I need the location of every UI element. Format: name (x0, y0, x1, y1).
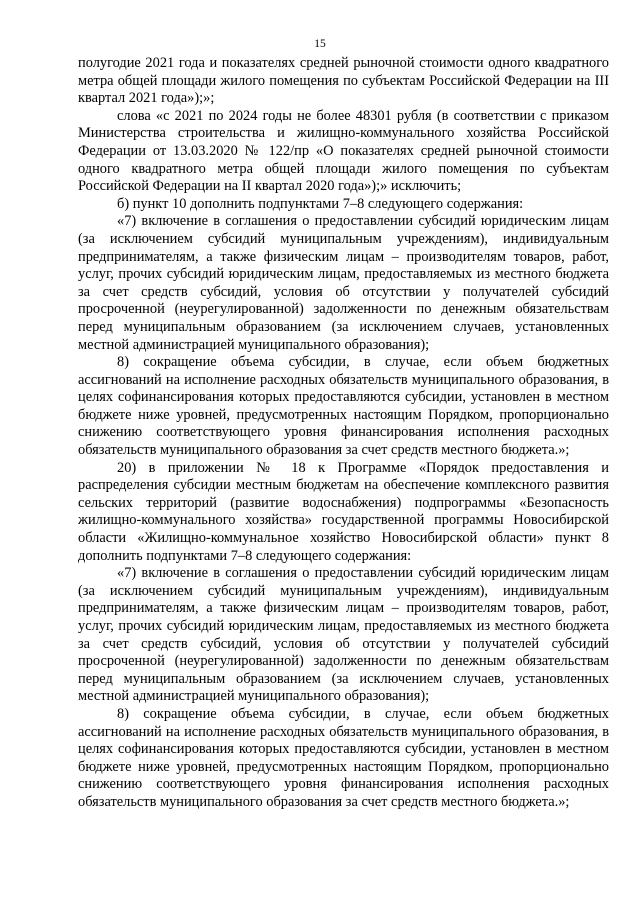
paragraph-item-20: 20) в приложении № 18 к Программе «Порядок предоставления и распределения субсидии местным бюджетам на обеспечение комплексного развития сельских территорий (развитие водоснабжения) подпрограммы «Безопасность жилищно-коммунального хозяйства» государственной программы Новосибирской области «Жилищно-коммунальное хозяйство Новосибирской области» пункт 8 дополнить подпунктами 7–8 следующего содержания: (78, 459, 609, 564)
paragraph-continuation: полугодие 2021 года и показателях средней рыночной стоимости одного квадратного метра общей площади жилого помещения по субъектам Российской Федерации на III квартал 2021 года»);»; (78, 55, 609, 107)
paragraph-words-excluded: слова «с 2021 по 2024 годы не более 48301 рубля (в соответствии с приказом Министерства строительства и жилищно-коммунального хозяйства Российской Федерации от 13.03.2020 № 122/пр «О показателях средней рыночной стоимости одного квадратного метра общей площади жилого помещения по субъектам Российской Федерации на II квартал 2020 года»);» исключить; (78, 107, 609, 195)
page-number: 15 (314, 38, 326, 50)
paragraph-subitem-8: 8) сокращение объема субсидии, в случае, если объем бюджетных ассигнований на исполнение расходных обязательств муниципального образования, в целях софинансирования которых предоставляются субсидии, установлен в местном бюджете ниже уровней, предусмотренных настоящим Порядком, пропорционально снижению соответствующего уровня финансирования исполнения расходных обязательств муниципального образования за счет средств местного бюджета.»; (78, 354, 609, 459)
document-body (78, 55, 609, 812)
paragraph-item-b-intro: б) пункт 10 дополнить подпунктами 7–8 следующего содержания: (117, 195, 524, 212)
paragraph-subitem-7: «7) включение в соглашения о предоставлении субсидий юридическим лицам (за исключением субсидий муниципальным учреждениям), индивидуальным предпринимателям, а также физическим лицам – производителям товаров, работ, услуг, прочих субсидий юридическим лицам, предоставляемых из местного бюджета за счет средств субсидий, условия об отсутствии у получателей субсидий просроченной (неурегулированной) задолженности по денежным обязательствам перед муниципальным образованием (за исключением случаев, установленных местной администрацией муниципального образования); (78, 213, 609, 353)
paragraph-subitem-8-appendix-18: 8) сокращение объема субсидии, в случае, если объем бюджетных ассигнований на исполнение расходных обязательств муниципального образования, в целях софинансирования которых предоставляются субсидии, установлен в местном бюджете ниже уровней, предусмотренных настоящим Порядком, пропорционально снижению соответствующего уровня финансирования исполнения расходных обязательств муниципального образования за счет средств местного бюджета.»; (78, 705, 609, 810)
paragraph-subitem-7-appendix-18: «7) включение в соглашения о предоставлении субсидий юридическим лицам (за исключением субсидий муниципальным учреждениям), индивидуальным предпринимателям, а также физическим лицам – производителям товаров, работ, услуг, прочих субсидий юридическим лицам, предоставляемых из местного бюджета за счет средств субсидий, условия об отсутствии у получателей субсидий просроченной (неурегулированной) задолженности по денежным обязательствам перед муниципальным образованием (за исключением случаев, установленных местной администрацией муниципального образования); (78, 565, 609, 705)
